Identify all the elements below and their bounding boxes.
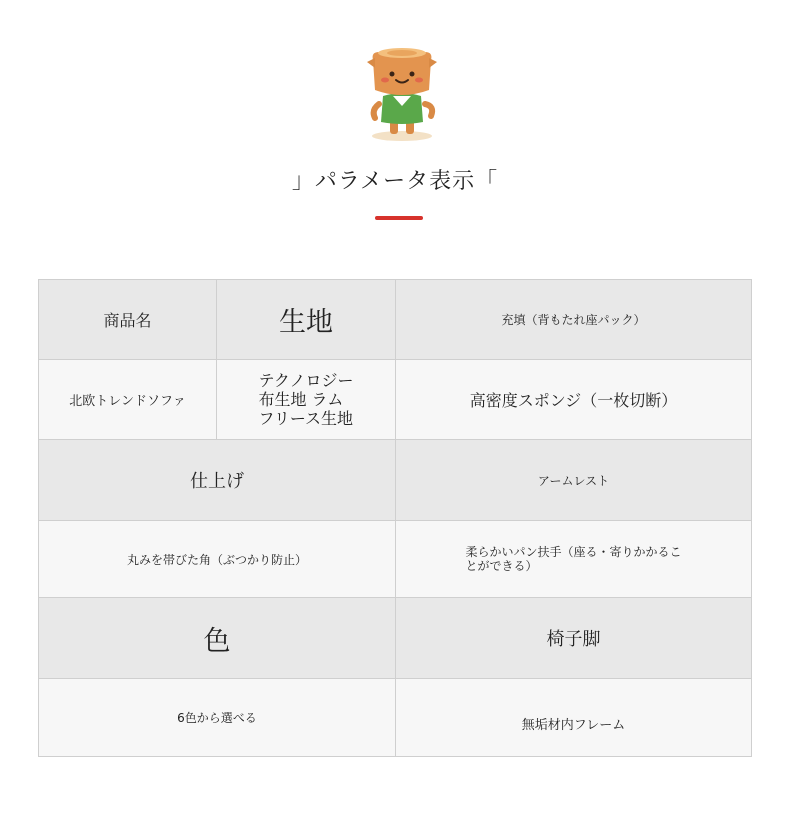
page-title: 」パラメータ表示「 (291, 169, 499, 194)
finish-label: 仕上げ (39, 440, 396, 521)
armrest-value: 柔らかいパン扶手（座る・寄りかかるこ とができる） (396, 521, 751, 598)
legs-label: 椅子脚 (396, 598, 751, 679)
title-underline (375, 216, 423, 220)
fabric-value: テクノロジー 布生地 ラム フリース生地 (217, 360, 396, 440)
finish-value: 丸みを帯びた角（ぶつかり防止） (39, 521, 396, 598)
product-name-value: 北欧トレンドソファ (39, 360, 217, 440)
mascot-illustration (363, 44, 441, 142)
product-name-label: 商品名 (39, 280, 217, 360)
parameter-table (38, 279, 752, 757)
color-label: 色 (39, 598, 396, 679)
legs-value: 無垢材内フレーム (396, 679, 751, 756)
filling-value: 高密度スポンジ（一枚切断） (396, 360, 751, 440)
armrest-label: アームレスト (396, 440, 751, 521)
fabric-label: 生地 (217, 280, 396, 360)
filling-label: 充填（背もたれ座パック） (396, 280, 751, 360)
color-value: 6色から選べる (39, 679, 396, 756)
